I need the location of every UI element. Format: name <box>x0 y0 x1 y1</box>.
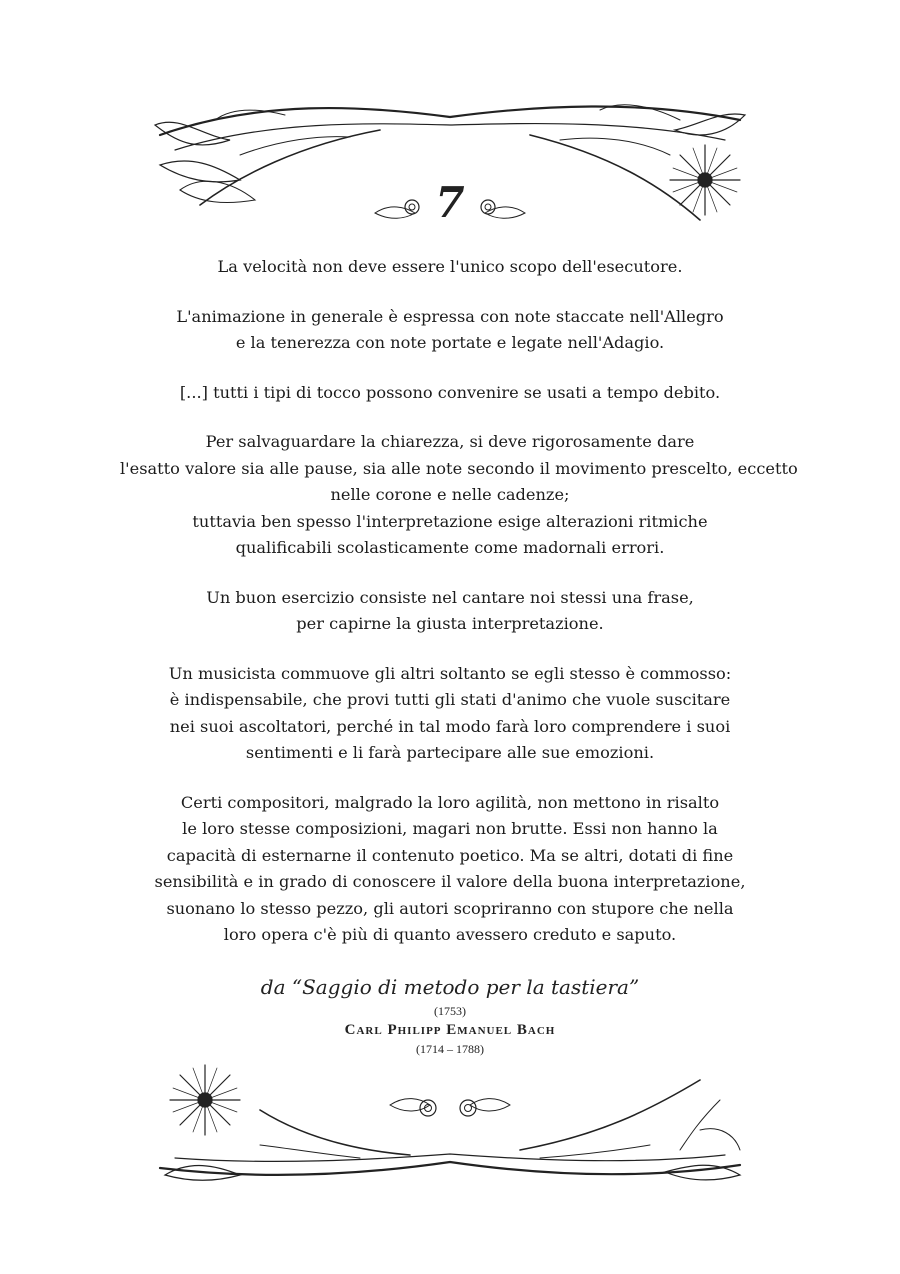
quote-line: suonano lo stesso pezzo, gli autori scopriranno con stupore che nella <box>166 898 734 918</box>
quote-line: Un buon esercizio consiste nel cantare noi stessi una frase, <box>206 587 694 607</box>
quote-line: tuttavia ben spesso l'interpretazione esige alterazioni ritmiche <box>192 511 708 531</box>
quote-paragraph <box>120 429 798 562</box>
quote-line: sensibilità e in grado di conoscere il valore della buona interpretazione, <box>154 872 746 891</box>
quote-line: e la tenerezza con note portate e legate nell'Adagio. <box>235 333 665 352</box>
quote-body <box>120 254 798 972</box>
source-author: Carl Philipp Emanuel Bach <box>344 1022 556 1038</box>
quote-line: [...] tutti i tipi di tocco possono convenire se usati a tempo debito. <box>179 382 721 402</box>
quote-line: le loro stesse composizioni, magari non brutte. Essi non hanno la <box>182 819 718 838</box>
quote-line: nelle corone e nelle cadenze; <box>330 485 570 504</box>
quote-line: è indispensabile, che provi tutti gli stati d'animo che vuole suscitare <box>169 690 731 709</box>
quote-line: per capirne la giusta interpretazione. <box>296 614 604 633</box>
source-title: da “Saggio di metodo per la tastiera” <box>260 975 640 999</box>
quote-paragraph <box>120 254 780 281</box>
quote-line: qualificabili scolasticamente come madornali errori. <box>235 538 665 557</box>
quote-line: Per salvaguardare la chiarezza, si deve rigorosamente dare <box>205 432 695 451</box>
quote-line: Certi compositori, malgrado la loro agilità, non mettono in risalto <box>180 792 720 812</box>
quote-line: L'animazione in generale è espressa con note staccate nell'Allegro <box>176 306 724 326</box>
quote-line: sentimenti e li farà partecipare alle sue emozioni. <box>245 743 655 762</box>
quote-line: La velocità non deve essere l'unico scopo dell'esecutore. <box>217 257 683 276</box>
quote-line: loro opera c'è più di quanto avessero creduto e saputo. <box>223 925 677 944</box>
quote-line: Un musicista commuove gli altri soltanto se egli stesso è commosso: <box>168 663 732 683</box>
quote-line: nei suoi ascoltatori, perché in tal modo farà loro comprendere i suoi <box>169 716 731 736</box>
quote-paragraph <box>120 380 780 407</box>
quote-paragraph <box>120 661 780 767</box>
quote-paragraph <box>120 304 780 357</box>
page-number: 7 <box>435 178 465 227</box>
quote-line: capacità di esternarne il contenuto poetico. Ma se altri, dotati di fine <box>166 845 734 865</box>
bottom-floral-ornament <box>0 1050 900 1190</box>
source-year: (1753) <box>434 1004 466 1018</box>
quote-paragraph <box>120 790 780 949</box>
source-dates: (1714 – 1788) <box>416 1042 484 1056</box>
quote-line: l'esatto valore sia alle pause, sia alle note secondo il movimento prescelto, eccetto <box>120 458 798 478</box>
quote-paragraph <box>120 585 780 638</box>
source-attribution <box>0 972 900 1058</box>
